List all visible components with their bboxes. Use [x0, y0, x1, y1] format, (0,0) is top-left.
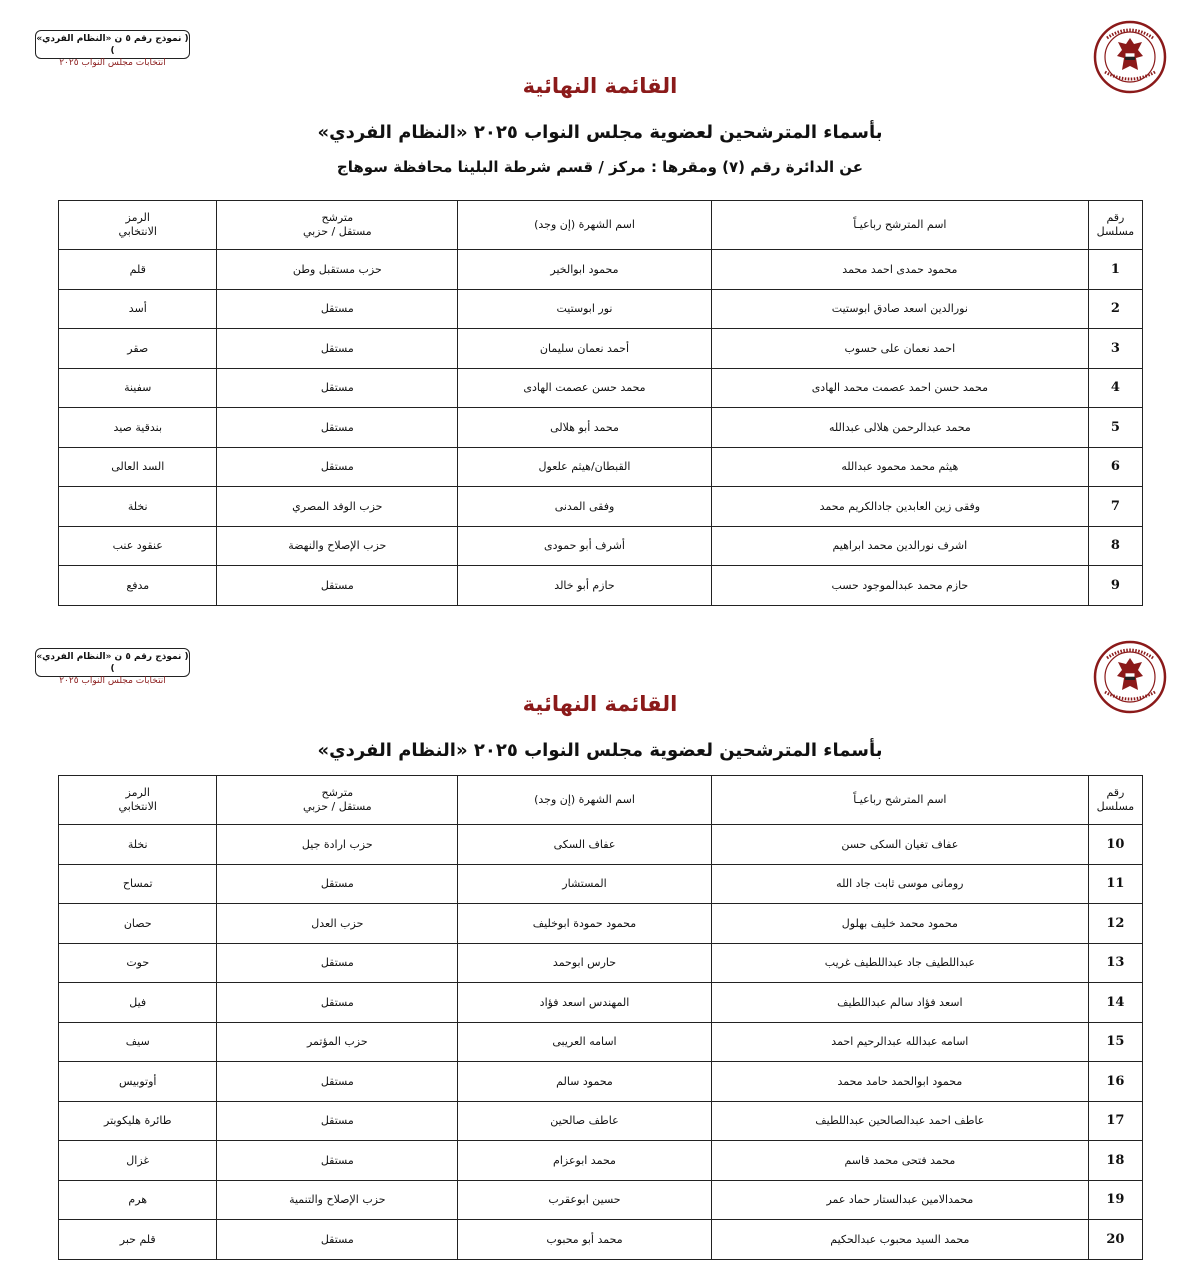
affiliation-cell: مستقل [217, 408, 458, 448]
candidate-name-cell: وفقى زين العابدين جادالكريم محمد [711, 487, 1088, 527]
affiliation-cell: حزب العدل [217, 904, 458, 944]
table-row [59, 1022, 1143, 1062]
candidate-name-cell: نورالدين اسعد صادق ابوستيت [711, 289, 1088, 329]
table-row [59, 289, 1143, 329]
symbol-cell: عنقود عنب [59, 526, 217, 566]
serial-cell: 19 [1088, 1180, 1142, 1220]
affiliation-cell: مستقل [217, 864, 458, 904]
affiliation-cell: حزب المؤتمر [217, 1022, 458, 1062]
candidate-name-cell: حازم محمد عبدالموجود حسب [711, 566, 1088, 606]
candidate-name-cell: محمد حسن احمد عصمت محمد الهادى [711, 368, 1088, 408]
candidates-table [58, 200, 1143, 606]
candidate-name-cell: احمد نعمان على حسوب [711, 329, 1088, 369]
form-label-line1: ( نموذج رقم ٥ ن «النظام الفردي» ) [36, 34, 189, 56]
page-subtitle: بأسماء المترشحين لعضوية مجلس النواب ٢٠٢٥ «النظام الفردي» [317, 740, 883, 761]
serial-cell: 15 [1088, 1022, 1142, 1062]
nickname-cell: محمود حمودة ابوخليف [458, 904, 712, 944]
affiliation-header-line1: مترشح [321, 786, 354, 799]
nickname-cell: نور ابوستيت [458, 289, 712, 329]
page-2 [0, 632, 1200, 1274]
district-info: عن الدائرة رقم (٧) ومقرها : مركز / قسم شرطة البلينا محافظة سوهاج [336, 158, 864, 176]
form-label-line2: انتخابات مجلس النواب ٢٠٢٥ [59, 58, 166, 68]
serial-column-header [1088, 776, 1142, 825]
symbol-column-header [59, 776, 217, 825]
symbol-cell: هرم [59, 1180, 217, 1220]
nickname-cell: وفقى المدنى [458, 487, 712, 527]
serial-cell: 20 [1088, 1220, 1142, 1260]
serial-header-line2: مسلسل [1096, 225, 1135, 238]
serial-cell: 18 [1088, 1141, 1142, 1181]
nickname-cell: عفاف السكى [458, 825, 712, 865]
nickname-cell: محمد حسن عصمت الهادى [458, 368, 712, 408]
table-row [59, 526, 1143, 566]
candidate-name-cell: عفاف تغيان السكى حسن [711, 825, 1088, 865]
candidate-name-cell: رومانى موسى ثابت جاد الله [711, 864, 1088, 904]
symbol-cell: فيل [59, 983, 217, 1023]
symbol-cell: نخلة [59, 825, 217, 865]
symbol-header-line1: الرمز [125, 786, 150, 799]
serial-cell: 5 [1088, 408, 1142, 448]
table-row [59, 250, 1143, 290]
serial-cell: 4 [1088, 368, 1142, 408]
serial-cell: 3 [1088, 329, 1142, 369]
name-column-header: اسم المترشح رباعيـاً [711, 776, 1088, 825]
form-label-box [35, 30, 190, 68]
affiliation-cell: حزب الإصلاح والتنمية [217, 1180, 458, 1220]
form-label-line2: انتخابات مجلس النواب ٢٠٢٥ [59, 676, 166, 686]
nickname-cell: حارس ابوحمد [458, 943, 712, 983]
table-row [59, 1141, 1143, 1181]
nickname-cell: المستشار [458, 864, 712, 904]
table-row [59, 904, 1143, 944]
affiliation-cell: مستقل [217, 1141, 458, 1181]
page-title: القائمة النهائية [522, 74, 678, 98]
affiliation-column-header [217, 776, 458, 825]
candidate-name-cell: محمد فتحى محمد قاسم [711, 1141, 1088, 1181]
table-row [59, 1220, 1143, 1260]
affiliation-column-header [217, 201, 458, 250]
table-row [59, 1180, 1143, 1220]
form-label-box [35, 648, 190, 686]
serial-cell: 17 [1088, 1101, 1142, 1141]
table-header-row [59, 776, 1143, 825]
nickname-cell: حازم أبو خالد [458, 566, 712, 606]
form-label-line1: ( نموذج رقم ٥ ن «النظام الفردي» ) [36, 652, 189, 674]
symbol-cell: السد العالى [59, 447, 217, 487]
candidate-name-cell: محمدالامين عبدالستار حماد عمر [711, 1180, 1088, 1220]
candidate-name-cell: اشرف نورالدين محمد ابراهيم [711, 526, 1088, 566]
affiliation-cell: مستقل [217, 1220, 458, 1260]
symbol-cell: سفينة [59, 368, 217, 408]
serial-header-line1: رقم [1106, 786, 1125, 799]
table-row [59, 1062, 1143, 1102]
nickname-cell: محمود سالم [458, 1062, 712, 1102]
serial-cell: 6 [1088, 447, 1142, 487]
table-row [59, 368, 1143, 408]
table-header-row [59, 201, 1143, 250]
serial-cell: 8 [1088, 526, 1142, 566]
table-row [59, 983, 1143, 1023]
page-title: القائمة النهائية [522, 692, 678, 716]
serial-header-line1: رقم [1106, 211, 1125, 224]
candidate-name-cell: اسعد فؤاد سالم عبداللطيف [711, 983, 1088, 1023]
serial-cell: 11 [1088, 864, 1142, 904]
affiliation-cell: مستقل [217, 1101, 458, 1141]
affiliation-cell: مستقل [217, 447, 458, 487]
serial-cell: 13 [1088, 943, 1142, 983]
serial-cell: 10 [1088, 825, 1142, 865]
symbol-cell: بندقية صيد [59, 408, 217, 448]
serial-cell: 14 [1088, 983, 1142, 1023]
symbol-cell: قلم حبر [59, 1220, 217, 1260]
symbol-cell: حوت [59, 943, 217, 983]
symbol-header-line1: الرمز [125, 211, 150, 224]
affiliation-cell: مستقل [217, 329, 458, 369]
affiliation-cell: مستقل [217, 566, 458, 606]
affiliation-cell: مستقل [217, 943, 458, 983]
candidate-name-cell: اسامه عبدالله عبدالرحيم احمد [711, 1022, 1088, 1062]
candidates-table [58, 775, 1143, 1260]
candidate-name-cell: عبداللطيف جاد عبداللطيف غريب [711, 943, 1088, 983]
candidate-name-cell: محمود ابوالحمد حامد محمد [711, 1062, 1088, 1102]
symbol-cell: سيف [59, 1022, 217, 1062]
affiliation-cell: مستقل [217, 983, 458, 1023]
table-row [59, 566, 1143, 606]
affiliation-cell: مستقل [217, 368, 458, 408]
table-row [59, 825, 1143, 865]
nickname-cell: المهندس اسعد فؤاد [458, 983, 712, 1023]
affiliation-header-line2: مستقل / حزبي [302, 225, 372, 238]
symbol-cell: تمساح [59, 864, 217, 904]
symbol-cell: حصان [59, 904, 217, 944]
table-row [59, 1101, 1143, 1141]
affiliation-header-line2: مستقل / حزبي [302, 800, 372, 813]
nickname-cell: محمد ابوعزام [458, 1141, 712, 1181]
candidate-name-cell: محمد عبدالرحمن هلالى عبدالله [711, 408, 1088, 448]
affiliation-cell: مستقل [217, 1062, 458, 1102]
symbol-header-line2: الانتخابي [118, 225, 157, 238]
nickname-column-header: اسم الشهرة (إن وجد) [458, 201, 712, 250]
nickname-cell: محمود ابوالخير [458, 250, 712, 290]
candidate-name-cell: محمود محمد خليف بهلول [711, 904, 1088, 944]
nickname-cell: أحمد نعمان سليمان [458, 329, 712, 369]
symbol-cell: غزال [59, 1141, 217, 1181]
symbol-cell: طائرة هليكوبتر [59, 1101, 217, 1141]
symbol-column-header [59, 201, 217, 250]
candidate-name-cell: عاطف احمد عبدالصالحين عبداللطيف [711, 1101, 1088, 1141]
page-1 [0, 0, 1200, 620]
table-row [59, 487, 1143, 527]
symbol-cell: قلم [59, 250, 217, 290]
table-row [59, 329, 1143, 369]
symbol-cell: أسد [59, 289, 217, 329]
affiliation-cell: حزب مستقبل وطن [217, 250, 458, 290]
nickname-cell: اسامه العريبى [458, 1022, 712, 1062]
table-row [59, 447, 1143, 487]
candidate-name-cell: محمود حمدى احمد محمد [711, 250, 1088, 290]
name-column-header: اسم المترشح رباعيـاً [711, 201, 1088, 250]
table-row [59, 864, 1143, 904]
nickname-cell: محمد أبو هلالى [458, 408, 712, 448]
affiliation-cell: حزب ارادة جيل [217, 825, 458, 865]
serial-column-header [1088, 201, 1142, 250]
serial-cell: 16 [1088, 1062, 1142, 1102]
candidate-name-cell: هيثم محمد محمود عبدالله [711, 447, 1088, 487]
table-row [59, 943, 1143, 983]
serial-cell: 7 [1088, 487, 1142, 527]
nickname-column-header: اسم الشهرة (إن وجد) [458, 776, 712, 825]
nickname-cell: عاطف صالحين [458, 1101, 712, 1141]
serial-cell: 12 [1088, 904, 1142, 944]
serial-cell: 9 [1088, 566, 1142, 606]
page-subtitle: بأسماء المترشحين لعضوية مجلس النواب ٢٠٢٥ «النظام الفردي» [317, 122, 883, 143]
serial-header-line2: مسلسل [1096, 800, 1135, 813]
serial-cell: 1 [1088, 250, 1142, 290]
candidate-name-cell: محمد السيد محبوب عبدالحكيم [711, 1220, 1088, 1260]
symbol-header-line2: الانتخابي [118, 800, 157, 813]
nickname-cell: محمد أبو محبوب [458, 1220, 712, 1260]
serial-cell: 2 [1088, 289, 1142, 329]
symbol-cell: أوتوبيس [59, 1062, 217, 1102]
nickname-cell: القبطان/هيثم علعول [458, 447, 712, 487]
nickname-cell: أشرف أبو حمودى [458, 526, 712, 566]
affiliation-cell: حزب الإصلاح والنهضة [217, 526, 458, 566]
affiliation-header-line1: مترشح [321, 211, 354, 224]
symbol-cell: نخلة [59, 487, 217, 527]
nickname-cell: حسين ابوعقرب [458, 1180, 712, 1220]
table-row [59, 408, 1143, 448]
affiliation-cell: حزب الوفد المصري [217, 487, 458, 527]
affiliation-cell: مستقل [217, 289, 458, 329]
symbol-cell: مدفع [59, 566, 217, 606]
symbol-cell: صقر [59, 329, 217, 369]
